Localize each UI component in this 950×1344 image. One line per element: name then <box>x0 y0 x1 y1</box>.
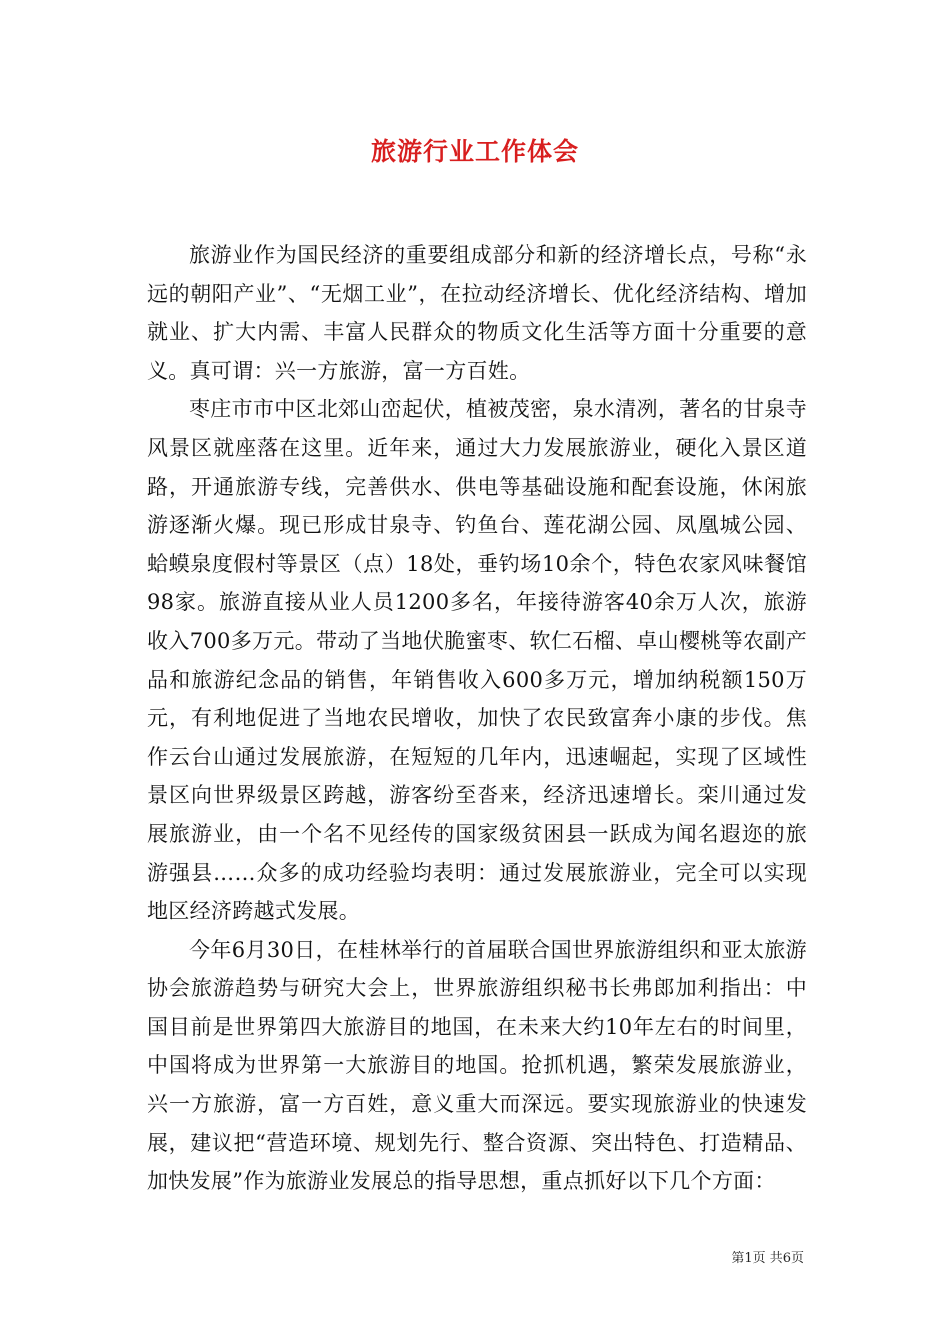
document-body <box>147 236 807 1201</box>
paragraph-1: 旅游业作为国民经济的重要组成部分和新的经济增长点，号称“永远的朝阳产业”、“无烟工业”，在拉动经济增长、优化经济结构、增加就业、扩大内需、丰富人民群众的物质文化生活等方面十分重要的意义。真可谓：兴一方旅游，富一方百姓。 <box>147 243 807 383</box>
page-number-footer: 第1页 共6页 <box>731 1251 804 1266</box>
paragraph-3: 今年6月30日，在桂林举行的首届联合国世界旅游组织和亚太旅游协会旅游趋势与研究大会上，世界旅游组织秘书长弗郎加利指出：中国目前是世界第四大旅游目的地国，在未来大约10年左右的时间里，中国将成为世界第一大旅游目的地国。抢抓机遇，繁荣发展旅游业，兴一方旅游，富一方百姓，意义重大而深远。要实现旅游业的快速发展，建议把“营造环境、规划先行、整合资源、突出特色、打造精品、加快发展”作为旅游业发展总的指导思想，重点抓好以下几个方面： <box>147 937 807 1194</box>
document-title: 旅游行业工作体会 <box>370 137 579 166</box>
paragraph-2: 枣庄市市中区北郊山峦起伏，植被茂密，泉水清冽，著名的甘泉寺风景区就座落在这里。近年来，通过大力发展旅游业，硬化入景区道路，开通旅游专线，完善供水、供电等基础设施和配套设施，休闲旅游逐渐火爆。现已形成甘泉寺、钓鱼台、莲花湖公园、凤凰城公园、蛤蟆泉度假村等景区（点）18处，垂钓场10余个，特色农家风味餐馆98家。旅游直接从业人员1200多名，年接待游客40余万人次，旅游收入700多万元。带动了当地伏脆蜜枣、软仁石榴、卓山樱桃等农副产品和旅游纪念品的销售，年销售收入600多万元，增加纳税额150万元，有利地促进了当地农民增收，加快了农民致富奔小康的步伐。焦作云台山通过发展旅游，在短短的几年内，迅速崛起，实现了区域性景区向世界级景区跨越，游客纷至沓来，经济迅速增长。栾川通过发展旅游业，由一个名不见经传的国家级贫困县一跃成为闻名遐迩的旅游强县……众多的成功经验均表明：通过发展旅游业，完全可以实现地区经济跨越式发展。 <box>147 397 807 924</box>
